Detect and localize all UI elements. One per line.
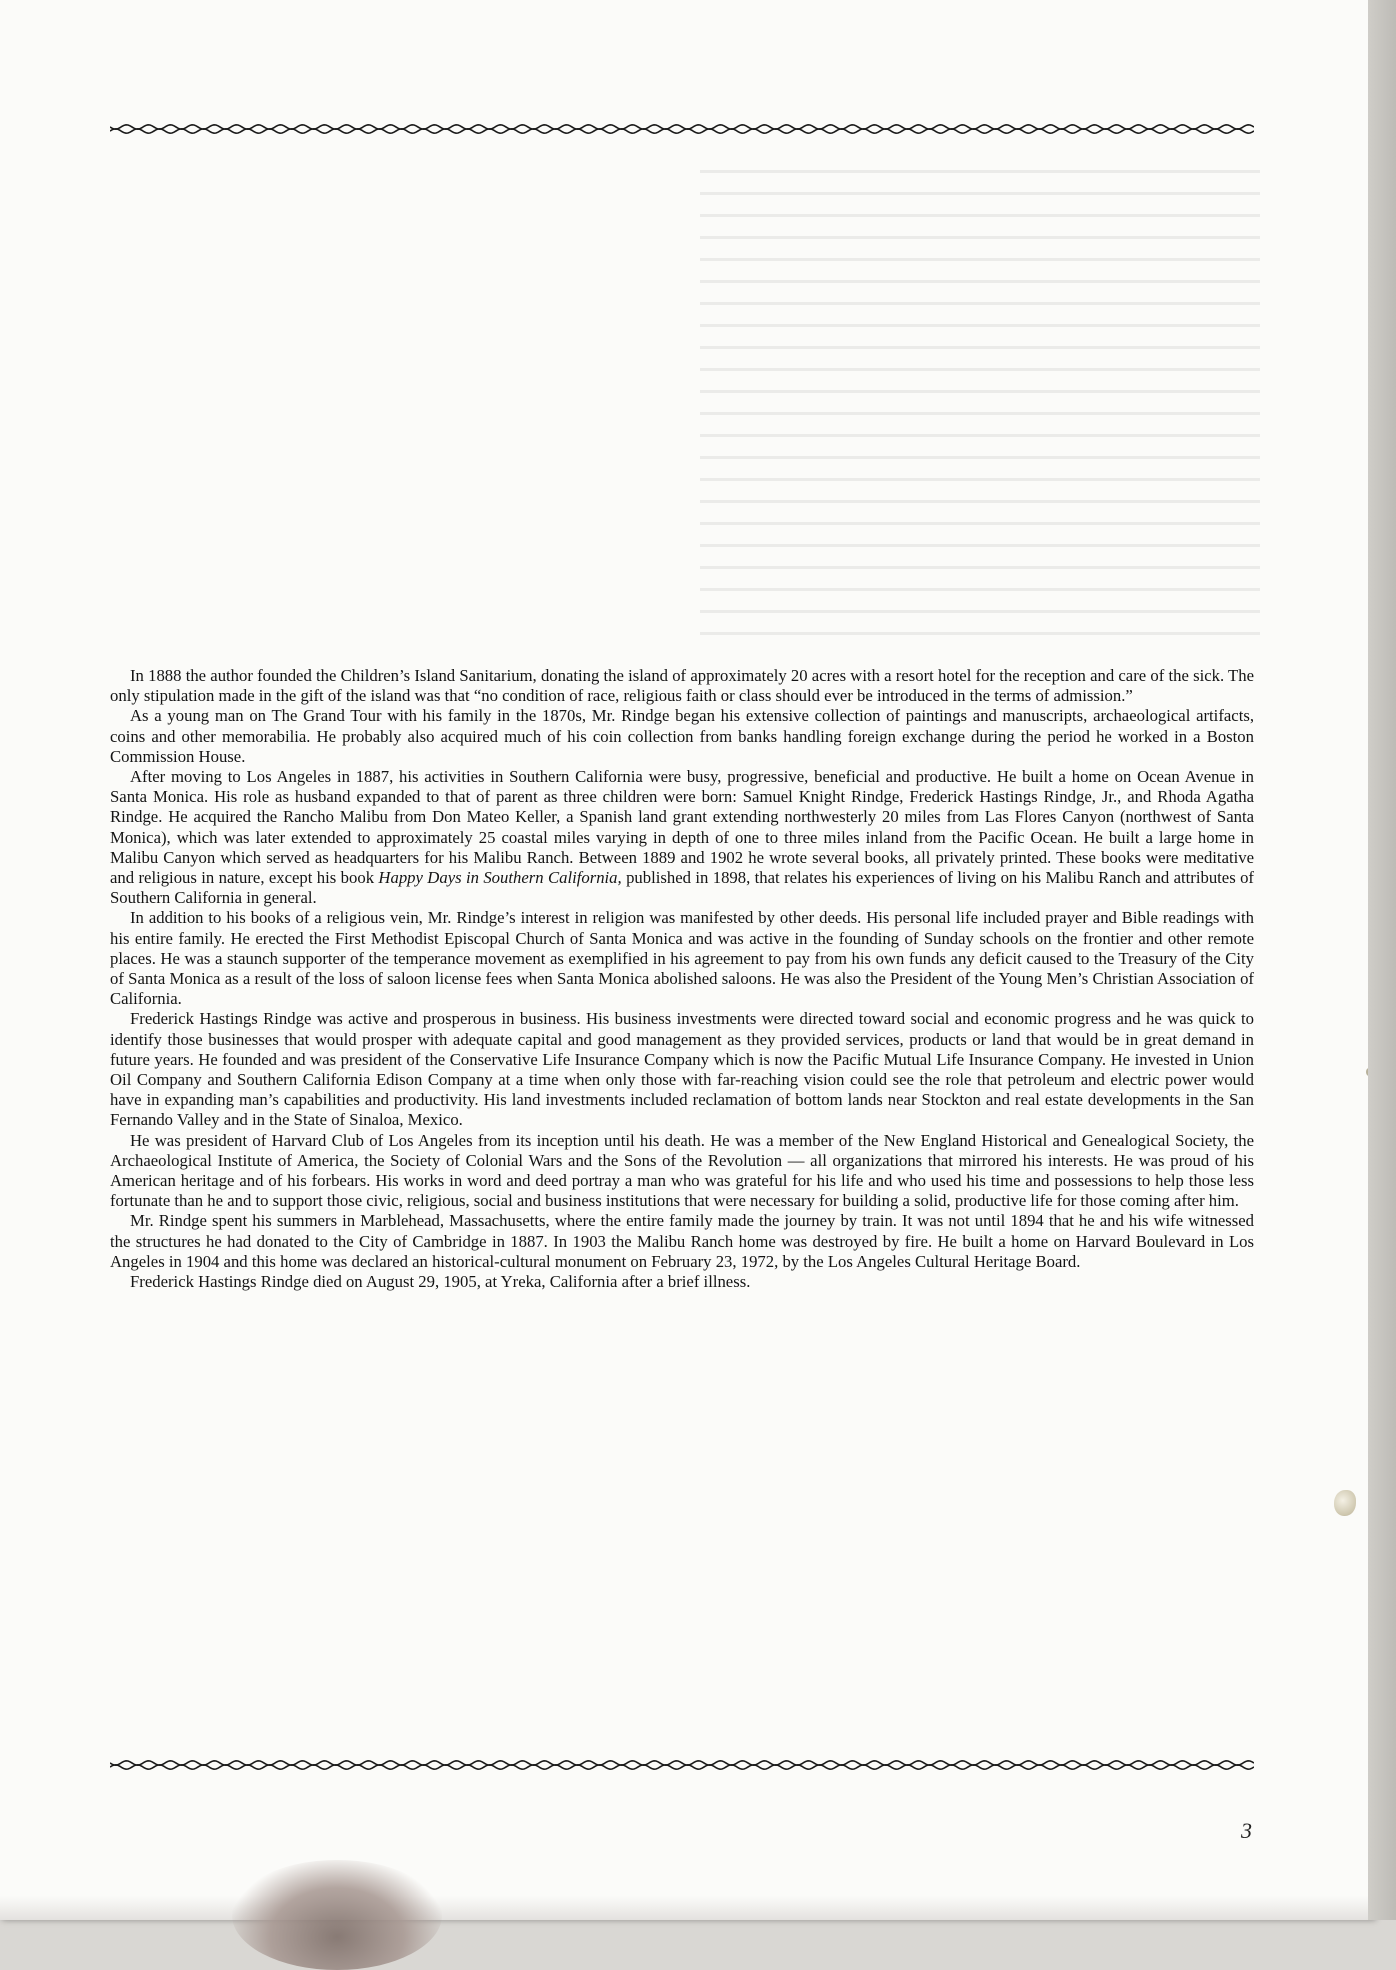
paragraph-los-angeles-end: published in 1898, that relates his experiences of living on his Malibu Ranch and attributes of Southern California in general. xyxy=(110,868,1254,908)
page-bottom-shadow xyxy=(0,1896,1374,1920)
staple-mark xyxy=(1334,1490,1356,1516)
top-wave-rule xyxy=(110,122,1254,136)
page-number: 3 xyxy=(1241,1818,1252,1843)
book-title: Happy Days in Southern California, xyxy=(378,868,622,888)
paragraph-death: Frederick Hastings Rindge died on August 29, 1905, at Yreka, California after a brief illness. xyxy=(130,1272,751,1292)
paragraph-harvard-club: He was president of Harvard Club of Los Angeles from its inception until his death. He was a member of the New England Historical and Genealogical Society, the Archaeological Institute of America, the Society of Colonial Wars and the Sons of the Revolution — all organizations that mirrored his interests. He was proud of his American heritage and of his forbears. His works in word and deed portray a man who was grateful for his life and who used his time and possessions to help those less fortunate than he and to support those civic, religious, social and business institutions that were necessary for building a solid, productive life for those coming after him. xyxy=(110,1130,1254,1211)
paragraph-marblehead: Mr. Rindge spent his summers in Marblehead, Massachusetts, where the entire family made the journey by train. It was not until 1894 that he and his wife witnessed the structures he had donated to the City of Cambridge in 1887. In 1903 the Malibu Ranch home was destroyed by fire. He built a home on Harvard Boulevard in Los Angeles in 1904 and this home was declared an historical-cultural monument on February 23, 1972, by the Los Angeles Cultural Heritage Board. xyxy=(110,1211,1254,1271)
bottom-wave-rule xyxy=(110,1758,1254,1772)
paragraph-grand-tour: As a young man on The Grand Tour with his family in the 1870s, Mr. Rindge began his extensive collection of paintings and manuscripts, archaeological artifacts, coins and other memorabilia. He probably also acquired much of his coin collection from banks handling foreign exchange during the period he worked in a Boston Commission House. xyxy=(110,706,1254,766)
paragraph-sanitarium: In 1888 the author founded the Children’s Island Sanitarium, donating the island of approximately 20 acres with a resort hotel for the reception and care of the sick. The only stipulation made in the gift of the island was that “no condition of race, religious faith or class should ever be introduced in the terms of admission.” xyxy=(110,666,1254,706)
paragraph-los-angeles xyxy=(110,767,1254,908)
show-through-text xyxy=(700,170,1260,640)
article-body xyxy=(110,666,1254,1292)
next-page-edge xyxy=(1368,0,1396,1920)
paragraph-religion: In addition to his books of a religious vein, Mr. Rindge’s interest in religion was manifested by other deeds. His personal life included prayer and Bible readings with his entire family. He erected the First Methodist Episcopal Church of Santa Monica and was active in the founding of Sunday schools on the frontier and other remote places. He was a staunch supporter of the temperance movement as exemplified in his agreement to pay from his own funds any deficit caused to the Treasury of the City of Santa Monica as a result of the loss of saloon license fees when Santa Monica abolished saloons. He was also the President of the Young Men’s Christian Association of California. xyxy=(110,908,1254,1009)
paragraph-los-angeles-text: After moving to Los Angeles in 1887, his activities in Southern California were busy, progressive, beneficial and productive. He built a home on Ocean Avenue in Santa Monica. His role as husband expanded to that of parent as three children were born: Samuel Knight Rindge, Frederick Hastings Rindge, Jr., and Rhoda Agatha Rindge. He acquired the Rancho Malibu from Don Mateo Keller, a Spanish land grant extending northwesterly 20 miles from Las Flores Canyon (northwest of Santa Monica), which was later extended to approximately 25 coastal miles varying in depth of one to three miles inland from the Pacific Ocean. He built a large home in Malibu Canyon which served as headquarters for his Malibu Ranch. Between 1889 and 1902 he wrote several books, all privately printed. These books were meditative and religious in nature, except his book xyxy=(110,767,1254,888)
paragraph-business: Frederick Hastings Rindge was active and prosperous in business. His business investments were directed toward social and economic progress and he was quick to identify those businesses that would prosper with adequate capital and good management as they provided services, products or land that would be in great demand in future years. He founded and was president of the Conservative Life Insurance Company which is now the Pacific Mutual Life Insurance Company. He invested in Union Oil Company and Southern California Edison Company at a time when only those with far-reaching vision could see the role that petroleum and electric power would have in expanding man’s capabilities and productivity. His land investments included reclamation of bottom lands near Stockton and real estate developments in the San Fernando Valley and in the State of Sinaloa, Mexico. xyxy=(110,1009,1254,1130)
thumb-shadow xyxy=(232,1860,442,1970)
